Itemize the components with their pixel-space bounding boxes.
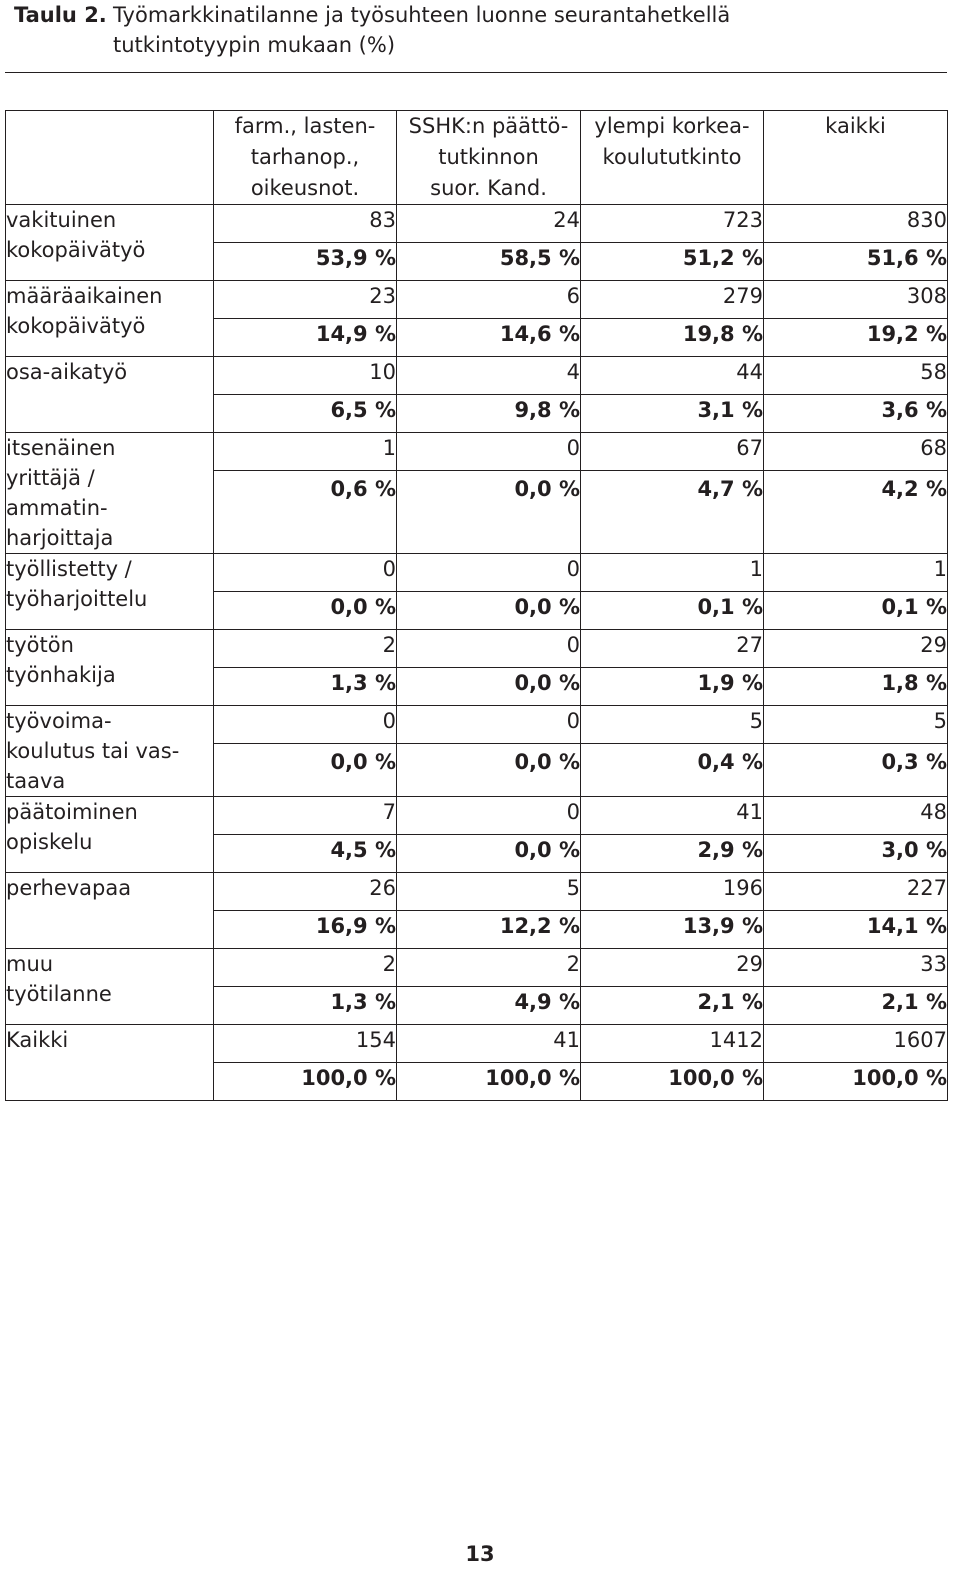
- header-row: [6, 111, 948, 205]
- percent-cell: 0,1 %: [581, 592, 764, 630]
- percent-cell: 0,0 %: [397, 471, 581, 554]
- percent-cell: 0,3 %: [764, 744, 948, 797]
- caption-line: tutkintotyypin mukaan (%): [113, 33, 396, 57]
- row-label-line: työharjoittelu: [6, 587, 148, 611]
- count-cell: 1: [581, 554, 764, 592]
- count-cell: 6: [397, 281, 581, 319]
- row-label-line: perhevapaa: [6, 876, 132, 900]
- table-row: [6, 949, 948, 987]
- count-cell: 723: [581, 205, 764, 243]
- table-row: [6, 1025, 948, 1063]
- count-cell: 5: [397, 873, 581, 911]
- table-row: [6, 357, 948, 395]
- percent-cell: 1,3 %: [214, 668, 397, 706]
- row-label-line: muu: [6, 952, 54, 976]
- count-cell: 227: [764, 873, 948, 911]
- row-label-line: työvoima-: [6, 709, 112, 733]
- percent-cell: 100,0 %: [581, 1063, 764, 1101]
- header-line: koulututkinto: [602, 145, 742, 169]
- count-cell: 29: [764, 630, 948, 668]
- count-cell: 41: [581, 797, 764, 835]
- row-label: [6, 949, 214, 1025]
- row-label: [6, 205, 214, 281]
- table-row: [6, 433, 948, 471]
- count-cell: 1: [214, 433, 397, 471]
- row-label-line: päätoiminen: [6, 800, 138, 824]
- row-label-line: opiskelu: [6, 830, 93, 854]
- count-cell: 5: [581, 706, 764, 744]
- row-label: [6, 630, 214, 706]
- percent-cell: 4,7 %: [581, 471, 764, 554]
- count-cell: 2: [214, 630, 397, 668]
- percent-cell: 2,9 %: [581, 835, 764, 873]
- header-line: ylempi korkea-: [594, 114, 750, 138]
- percent-cell: 9,8 %: [397, 395, 581, 433]
- percent-cell: 0,0 %: [214, 592, 397, 630]
- percent-cell: 4,2 %: [764, 471, 948, 554]
- column-header: [214, 111, 397, 205]
- row-label: [6, 706, 214, 797]
- count-cell: 67: [581, 433, 764, 471]
- count-cell: 830: [764, 205, 948, 243]
- percent-cell: 6,5 %: [214, 395, 397, 433]
- percent-cell: 1,9 %: [581, 668, 764, 706]
- count-cell: 41: [397, 1025, 581, 1063]
- percent-cell: 3,1 %: [581, 395, 764, 433]
- table-row: [6, 706, 948, 744]
- row-label: [6, 554, 214, 630]
- count-cell: 0: [397, 630, 581, 668]
- count-cell: 2: [214, 949, 397, 987]
- header-line: tarhanop.,: [250, 145, 360, 169]
- count-cell: 196: [581, 873, 764, 911]
- count-cell: 0: [214, 554, 397, 592]
- percent-cell: 2,1 %: [581, 987, 764, 1025]
- count-cell: 1607: [764, 1025, 948, 1063]
- page-number: 13: [465, 1542, 495, 1566]
- row-label-line: osa-aikatyö: [6, 360, 128, 384]
- percent-cell: 12,2 %: [397, 911, 581, 949]
- row-label-line: itsenäinen: [6, 436, 116, 460]
- header-line: farm., lasten-: [234, 114, 376, 138]
- count-cell: 48: [764, 797, 948, 835]
- percent-cell: 0,6 %: [214, 471, 397, 554]
- percent-cell: 51,6 %: [764, 243, 948, 281]
- percent-cell: 53,9 %: [214, 243, 397, 281]
- percent-cell: 58,5 %: [397, 243, 581, 281]
- table-row: [6, 205, 948, 243]
- count-cell: 27: [581, 630, 764, 668]
- row-label-line: koulutus tai vas-: [6, 739, 180, 763]
- row-label-line: työnhakija: [6, 663, 116, 687]
- table-row: [6, 797, 948, 835]
- row-label: [6, 433, 214, 554]
- caption-rule: [5, 72, 947, 73]
- count-cell: 24: [397, 205, 581, 243]
- count-cell: 154: [214, 1025, 397, 1063]
- count-cell: 0: [397, 433, 581, 471]
- percent-cell: 100,0 %: [214, 1063, 397, 1101]
- count-cell: 279: [581, 281, 764, 319]
- percent-cell: 4,9 %: [397, 987, 581, 1025]
- percent-cell: 51,2 %: [581, 243, 764, 281]
- row-label-line: työllistetty /: [6, 557, 132, 581]
- header-line: kaikki: [825, 114, 886, 138]
- percent-cell: 1,3 %: [214, 987, 397, 1025]
- count-cell: 308: [764, 281, 948, 319]
- row-label-line: yrittäjä /: [6, 466, 95, 490]
- percent-cell: 14,1 %: [764, 911, 948, 949]
- data-table: [5, 110, 948, 1101]
- row-label-line: työtön: [6, 633, 74, 657]
- row-label: [6, 873, 214, 949]
- row-label: [6, 1025, 214, 1101]
- column-header: [581, 111, 764, 205]
- percent-cell: 100,0 %: [397, 1063, 581, 1101]
- percent-cell: 0,4 %: [581, 744, 764, 797]
- header-corner: [6, 111, 214, 205]
- column-header: [764, 111, 948, 205]
- percent-cell: 14,9 %: [214, 319, 397, 357]
- count-cell: 2: [397, 949, 581, 987]
- percent-cell: 0,0 %: [397, 835, 581, 873]
- table-row: [6, 630, 948, 668]
- percent-cell: 13,9 %: [581, 911, 764, 949]
- row-label-line: Kaikki: [6, 1028, 69, 1052]
- percent-cell: 0,0 %: [214, 744, 397, 797]
- table-row: [6, 281, 948, 319]
- row-label-line: vakituinen: [6, 208, 117, 232]
- count-cell: 58: [764, 357, 948, 395]
- count-cell: 0: [397, 706, 581, 744]
- row-label-line: työtilanne: [6, 982, 112, 1006]
- row-label-line: taava: [6, 769, 66, 793]
- percent-cell: 4,5 %: [214, 835, 397, 873]
- row-label-line: harjoittaja: [6, 526, 114, 550]
- count-cell: 29: [581, 949, 764, 987]
- row-label: [6, 357, 214, 433]
- count-cell: 4: [397, 357, 581, 395]
- percent-cell: 0,1 %: [764, 592, 948, 630]
- count-cell: 5: [764, 706, 948, 744]
- count-cell: 23: [214, 281, 397, 319]
- row-label-line: ammatin-: [6, 496, 108, 520]
- count-cell: 0: [214, 706, 397, 744]
- caption-text: [113, 0, 933, 60]
- header-line: oikeusnot.: [250, 176, 360, 200]
- percent-cell: 19,8 %: [581, 319, 764, 357]
- row-label-line: määräaikainen: [6, 284, 163, 308]
- percent-cell: 3,0 %: [764, 835, 948, 873]
- caption-line: Työmarkkinatilanne ja työsuhteen luonne seurantahetkellä: [113, 3, 731, 27]
- row-label-line: kokopäivätyö: [6, 314, 146, 338]
- count-cell: 1: [764, 554, 948, 592]
- percent-cell: 100,0 %: [764, 1063, 948, 1101]
- percent-cell: 0,0 %: [397, 668, 581, 706]
- row-label-line: kokopäivätyö: [6, 238, 146, 262]
- count-cell: 0: [397, 797, 581, 835]
- row-label: [6, 797, 214, 873]
- percent-cell: 0,0 %: [397, 592, 581, 630]
- column-header: [397, 111, 581, 205]
- percent-cell: 14,6 %: [397, 319, 581, 357]
- percent-cell: 1,8 %: [764, 668, 948, 706]
- percent-cell: 0,0 %: [397, 744, 581, 797]
- caption-label: Taulu 2.: [14, 3, 107, 27]
- header-line: SSHK:n päättö-: [408, 114, 569, 138]
- count-cell: 26: [214, 873, 397, 911]
- count-cell: 7: [214, 797, 397, 835]
- count-cell: 33: [764, 949, 948, 987]
- header-line: suor. Kand.: [430, 176, 547, 200]
- count-cell: 1412: [581, 1025, 764, 1063]
- count-cell: 68: [764, 433, 948, 471]
- table-row: [6, 554, 948, 592]
- row-label: [6, 281, 214, 357]
- percent-cell: 2,1 %: [764, 987, 948, 1025]
- percent-cell: 3,6 %: [764, 395, 948, 433]
- table-row: [6, 873, 948, 911]
- percent-cell: 19,2 %: [764, 319, 948, 357]
- count-cell: 83: [214, 205, 397, 243]
- header-line: tutkinnon: [438, 145, 539, 169]
- count-cell: 10: [214, 357, 397, 395]
- count-cell: 0: [397, 554, 581, 592]
- count-cell: 44: [581, 357, 764, 395]
- table-body: [6, 205, 948, 1101]
- percent-cell: 16,9 %: [214, 911, 397, 949]
